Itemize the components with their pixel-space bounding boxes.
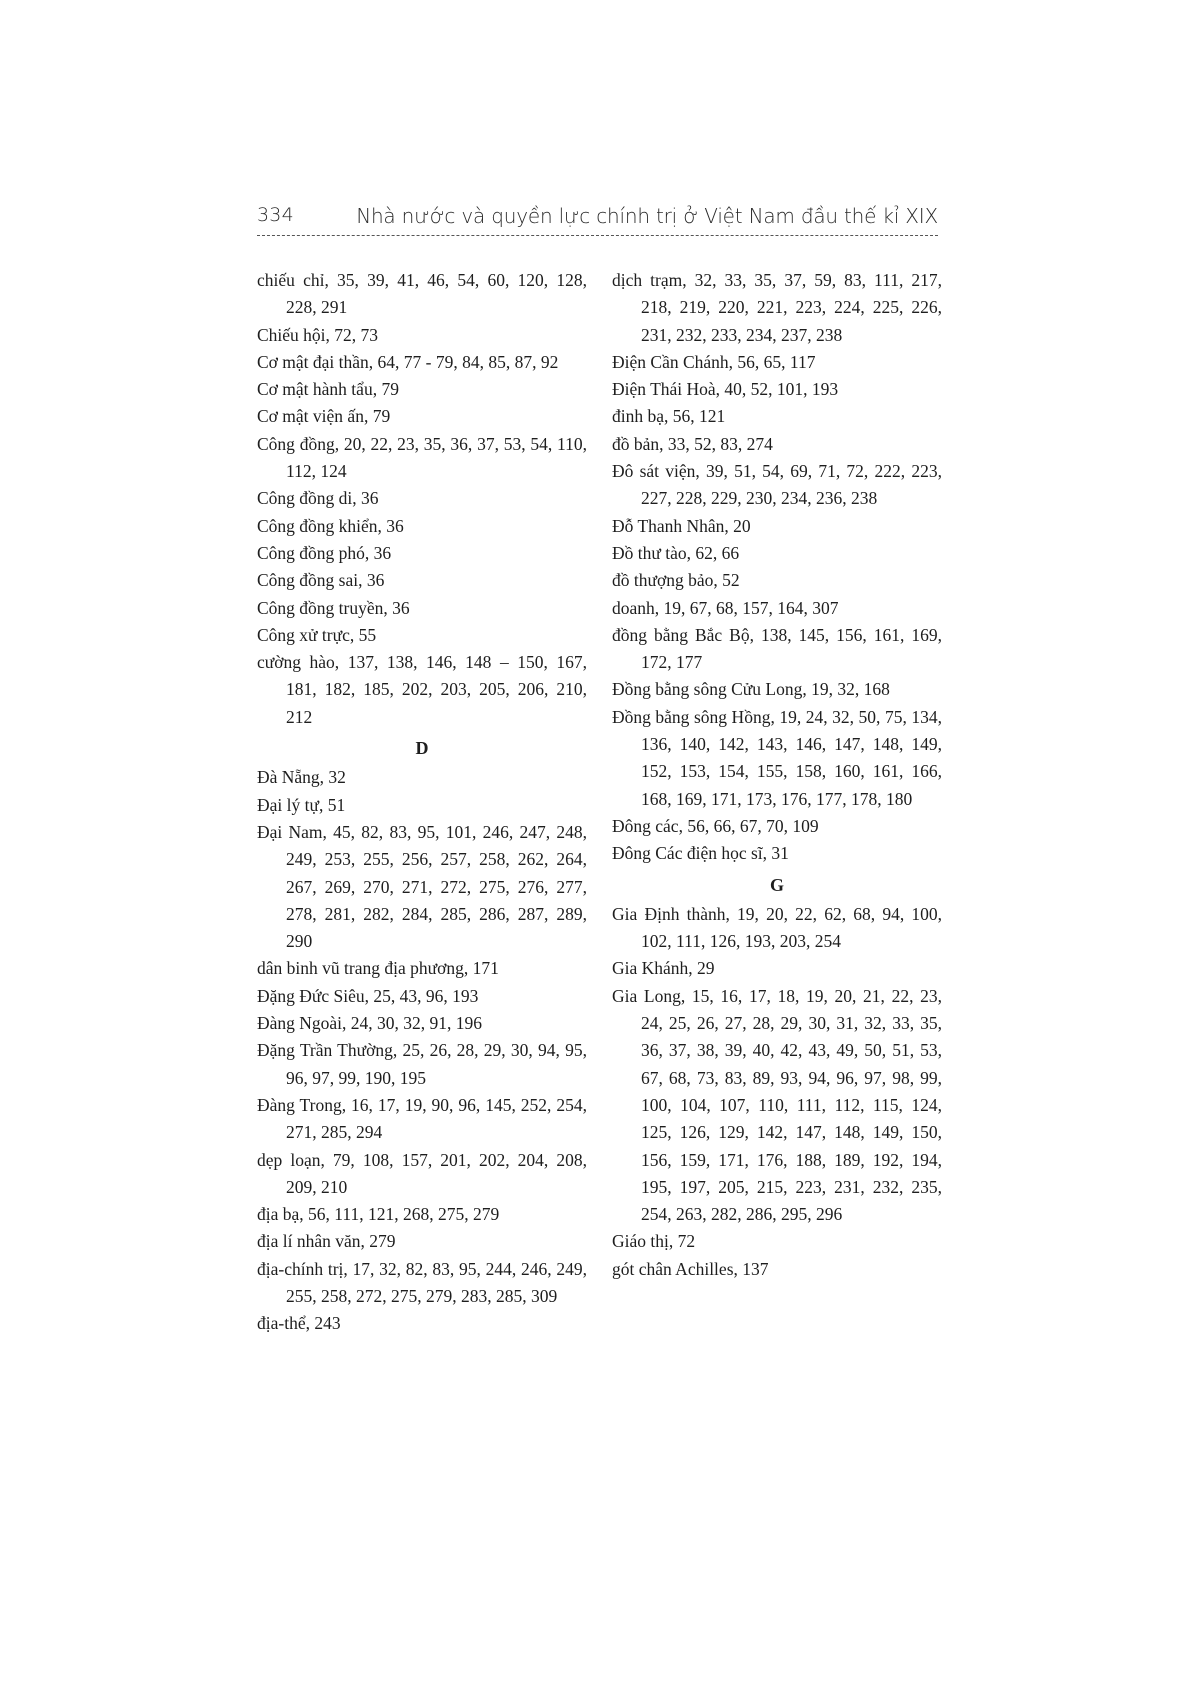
index-entry: Đồng bằng sông Cửu Long, 19, 32, 168	[612, 679, 890, 700]
index-entry: Công đồng sai, 36	[257, 570, 385, 591]
index-section-letter: D	[415, 738, 429, 759]
index-entry: doanh, 19, 67, 68, 157, 164, 307	[612, 597, 839, 618]
index-entry: Đông Các điện học sĩ, 31	[612, 843, 789, 864]
index-entry: đồ bản, 33, 52, 83, 274	[612, 433, 773, 454]
running-header	[257, 204, 938, 238]
index-entry: Đặng Trần Thường, 25, 26, 28, 29, 30, 94, 95, 96, 97, 99, 190, 195	[257, 1040, 587, 1088]
index-entry: Công đồng truyền, 36	[257, 597, 410, 618]
index-entry: Công đồng di, 36	[257, 488, 379, 509]
index-entry: chiếu chỉ, 35, 39, 41, 46, 54, 60, 120, 128, 228, 291	[257, 270, 587, 318]
index-entry: Gia Định thành, 19, 20, 22, 62, 68, 94, 100, 102, 111, 126, 193, 203, 254	[612, 903, 942, 952]
index-entry: Cơ mật hành tẩu, 79	[257, 379, 399, 400]
index-entry: Gia Khánh, 29	[612, 958, 715, 979]
index-entry: Đặng Đức Siêu, 25, 43, 96, 193	[257, 985, 479, 1006]
index-entry: Đô sát viện, 39, 51, 54, 69, 71, 72, 222, 223, 227, 228, 229, 230, 234, 236, 238	[612, 461, 942, 509]
index-entry: Đàng Trong, 16, 17, 19, 90, 96, 145, 252, 254, 271, 285, 294	[257, 1094, 587, 1143]
index-entry: Gia Long, 15, 16, 17, 18, 19, 20, 21, 22, 23, 24, 25, 26, 27, 28, 29, 30, 31, 32, 33, 35, 36, 37, 38, 39, 40, 42, 43, 49, 50, 51, 53, 67, 68, 73, 83, 89, 93, 94, 96, 97, 98, 99, 100, 104, 107, 110, 111, 112, 115, 124, 125, 126, 129, 142, 147, 148, 149, 150, 156, 159, 171, 176, 188, 189, 192, 194, 195, 197, 205, 215, 223, 231, 232, 235, 254, 263, 282, 286, 295, 296	[612, 985, 942, 1225]
index-entry: đinh bạ, 56, 121	[612, 406, 726, 427]
index-entry: Giáo thị, 72	[612, 1231, 696, 1252]
index-entry: Đàng Ngoài, 24, 30, 32, 91, 196	[257, 1013, 483, 1034]
index-entry: địa-thể, 243	[257, 1313, 341, 1334]
index-entry: gót chân Achilles, 137	[612, 1258, 769, 1279]
index-entry: Điện Cần Chánh, 56, 65, 117	[612, 351, 816, 372]
index-entry: Chiếu hội, 72, 73	[257, 324, 379, 345]
header-divider	[257, 235, 938, 236]
index-entry: Đà Nẵng, 32	[257, 767, 346, 788]
index-entry: đồ thượng bảo, 52	[612, 570, 740, 591]
index-entry: Điện Thái Hoà, 40, 52, 101, 193	[612, 379, 839, 400]
index-column-right	[612, 267, 942, 1283]
index-entry: Đại lý tự, 51	[257, 794, 346, 815]
index-entry: Đại Nam, 45, 82, 83, 95, 101, 246, 247, 248, 249, 253, 255, 256, 257, 258, 262, 264, 267, 269, 270, 271, 272, 275, 276, 277, 278, 281, 282, 284, 285, 286, 287, 289, 290	[257, 821, 587, 952]
index-entry: cường hào, 137, 138, 146, 148 – 150, 167, 181, 182, 185, 202, 203, 205, 206, 210, 212	[257, 652, 587, 727]
index-entry: Đồ thư tào, 62, 66	[612, 542, 740, 563]
index-entry: Đông các, 56, 66, 67, 70, 109	[612, 815, 819, 836]
running-title: Nhà nước và quyền lực chính trị ở Việt Nam đầu thế kỉ XIX	[356, 204, 938, 228]
index-section-letter: G	[769, 874, 784, 895]
index-entry: Cơ mật đại thần, 64, 77 - 79, 84, 85, 87, 92	[257, 351, 559, 372]
index-entry: địa-chính trị, 17, 32, 82, 83, 95, 244, 246, 249, 255, 258, 272, 275, 279, 283, 285, 309	[257, 1258, 587, 1306]
index-entry: dân binh vũ trang địa phương, 171	[257, 958, 499, 979]
page-number: 334	[257, 204, 294, 226]
index-entry: Đỗ Thanh Nhân, 20	[612, 515, 751, 536]
index-entry: địa lí nhân văn, 279	[257, 1231, 396, 1252]
index-entry: Công đồng, 20, 22, 23, 35, 36, 37, 53, 54, 110, 112, 124	[257, 433, 587, 482]
index-entry: dẹp loạn, 79, 108, 157, 201, 202, 204, 208, 209, 210	[257, 1149, 587, 1197]
index-entry: đồng bằng Bắc Bộ, 138, 145, 156, 161, 169, 172, 177	[612, 624, 942, 673]
index-entry: dịch trạm, 32, 33, 35, 37, 59, 83, 111, 217, 218, 219, 220, 221, 223, 224, 225, 226, 231, 232, 233, 234, 237, 238	[612, 270, 942, 345]
index-column-left	[257, 267, 587, 1338]
index-entry: Công xử trực, 55	[257, 624, 377, 645]
index-entry: Đồng bằng sông Hồng, 19, 24, 32, 50, 75, 134, 136, 140, 142, 143, 146, 147, 148, 149, 152, 153, 154, 155, 158, 160, 161, 166, 168, 169, 171, 173, 176, 177, 178, 180	[612, 706, 942, 809]
index-entry: Cơ mật viện ấn, 79	[257, 406, 391, 427]
index-entry: địa bạ, 56, 111, 121, 268, 275, 279	[257, 1204, 500, 1225]
index-entry: Công đồng khiển, 36	[257, 515, 404, 536]
index-entry: Công đồng phó, 36	[257, 542, 392, 563]
